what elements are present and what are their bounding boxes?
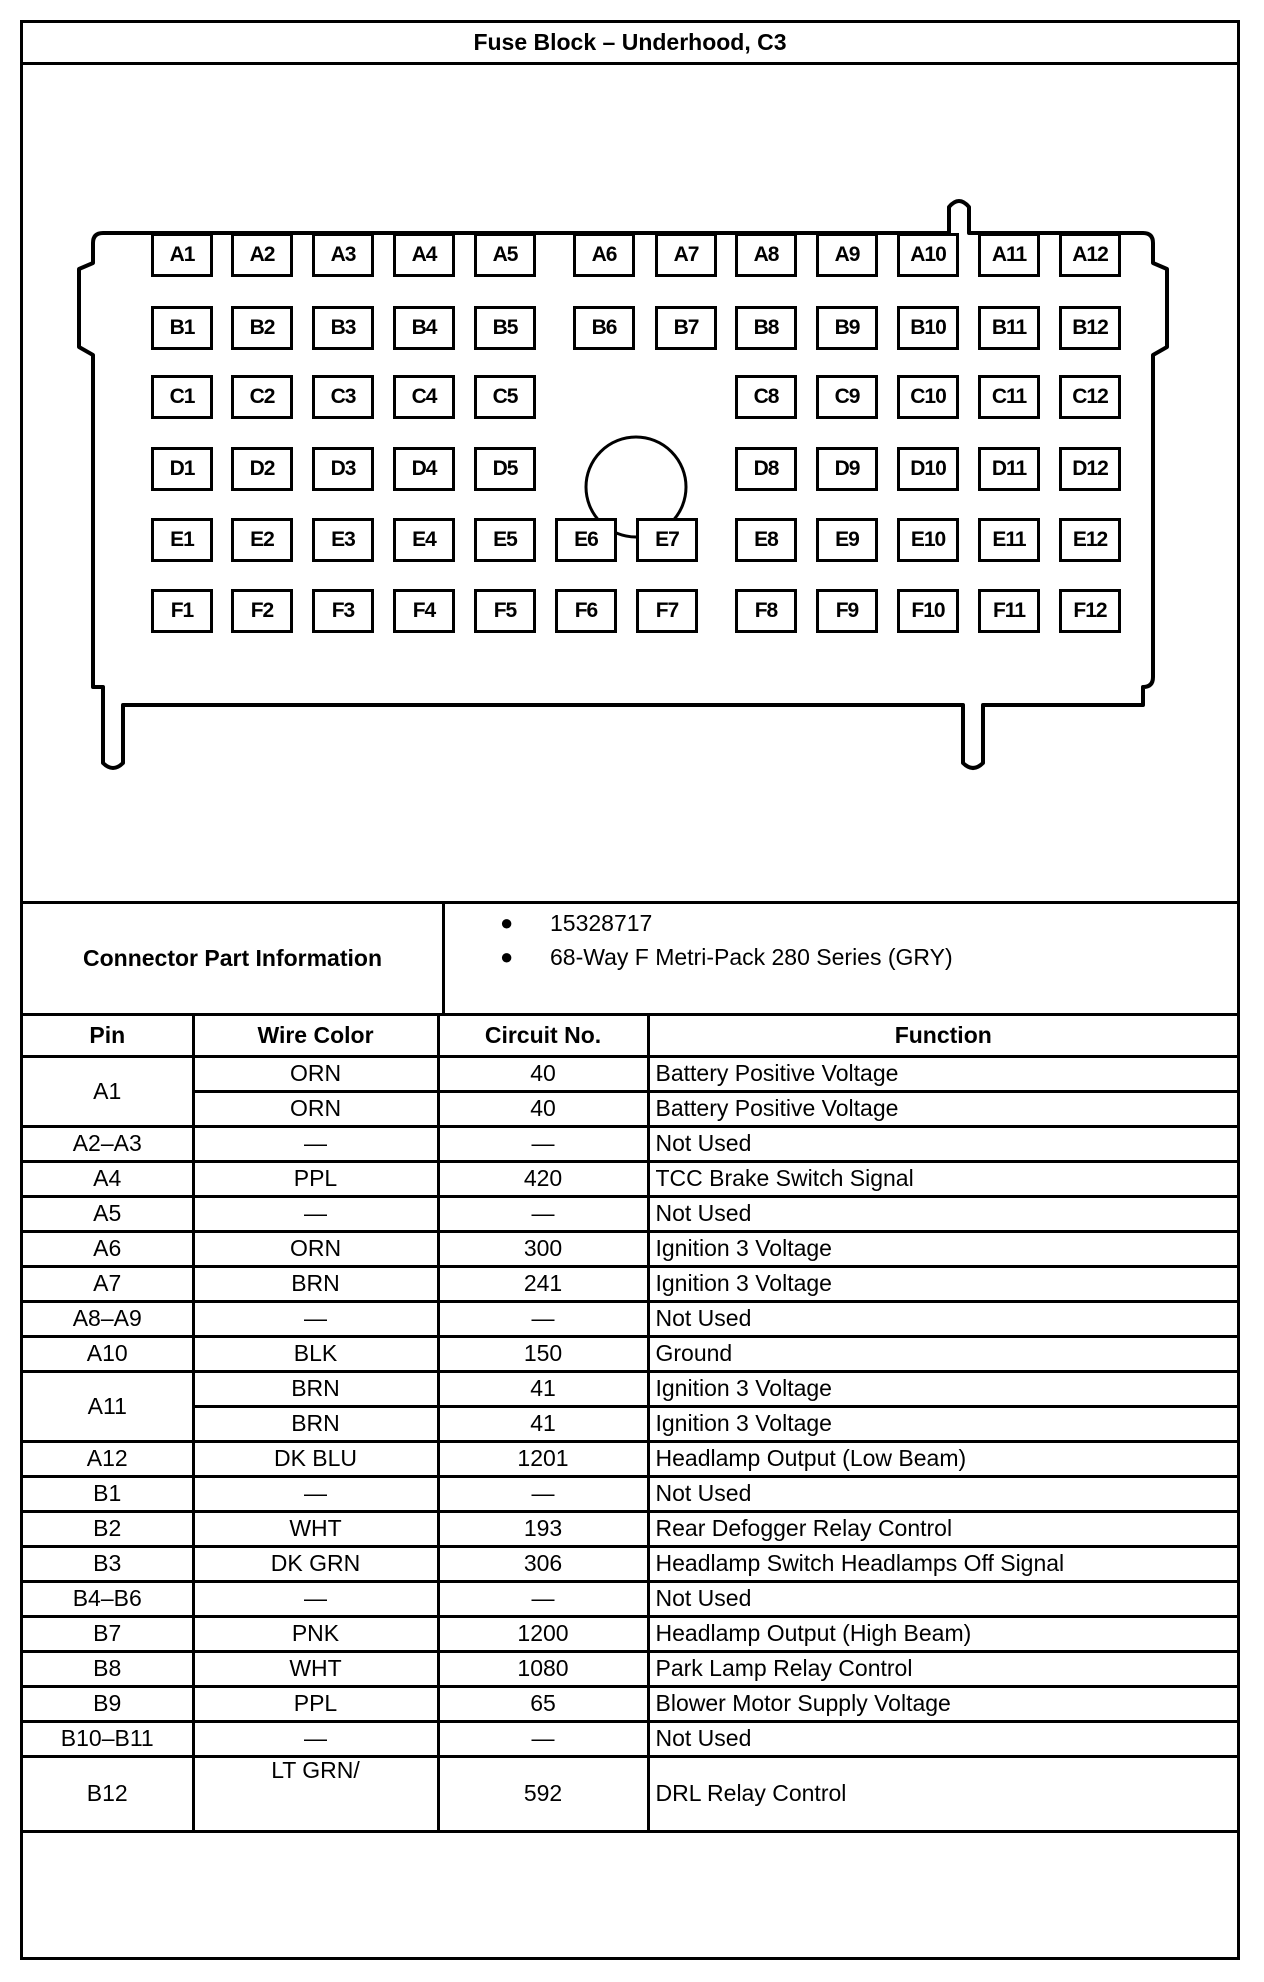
function-cell: Headlamp Switch Headlamps Off Signal — [648, 1546, 1237, 1581]
wire-color-cell: BRN — [193, 1406, 438, 1441]
pin-cavity-d1: D1 — [151, 447, 213, 491]
wire-color-cell: BRN — [193, 1371, 438, 1406]
table-row — [23, 1266, 1237, 1301]
function-cell: Ground — [648, 1336, 1237, 1371]
circuit-cell: 241 — [438, 1266, 648, 1301]
pin-cavity-f2: F2 — [231, 589, 293, 633]
pin-cavity-b2: B2 — [231, 306, 293, 350]
pin-cavity-c1: C1 — [151, 375, 213, 419]
pin-cavity-b3: B3 — [312, 306, 374, 350]
bullet-icon: ● — [500, 944, 514, 969]
pin-cavity-a3: A3 — [312, 233, 374, 277]
circuit-cell: 300 — [438, 1231, 648, 1266]
pin-cell: B4–B6 — [23, 1581, 193, 1616]
circuit-cell: 150 — [438, 1336, 648, 1371]
pin-cell: B9 — [23, 1686, 193, 1721]
function-cell: Ignition 3 Voltage — [648, 1371, 1237, 1406]
pin-cavity-b1: B1 — [151, 306, 213, 350]
wire-color-cell: DK BLU — [193, 1441, 438, 1476]
table-row — [23, 1756, 1237, 1831]
table-row — [23, 1616, 1237, 1651]
pin-cell: B3 — [23, 1546, 193, 1581]
function-cell: Not Used — [648, 1301, 1237, 1336]
pin-cell: A2–A3 — [23, 1126, 193, 1161]
circuit-cell: 41 — [438, 1371, 648, 1406]
pin-cavity-d12: D12 — [1059, 447, 1121, 491]
circuit-cell: 1080 — [438, 1651, 648, 1686]
pin-cavity-a6: A6 — [573, 233, 635, 277]
circuit-cell: 1200 — [438, 1616, 648, 1651]
bullet-icon: ● — [500, 910, 514, 935]
wire-color-cell: — — [193, 1301, 438, 1336]
pin-cavity-f6: F6 — [555, 589, 617, 633]
wire-color-cell: PNK — [193, 1616, 438, 1651]
pin-cavity-e4: E4 — [393, 518, 455, 562]
pin-cavity-b5: B5 — [474, 306, 536, 350]
circuit-cell: 420 — [438, 1161, 648, 1196]
wire-color-cell: — — [193, 1126, 438, 1161]
header-function: Function — [648, 1016, 1237, 1056]
wire-color-cell: — — [193, 1196, 438, 1231]
table-row — [23, 1231, 1237, 1266]
pin-cavity-f12: F12 — [1059, 589, 1121, 633]
pin-cavity-f8: F8 — [735, 589, 797, 633]
pin-cavity-e8: E8 — [735, 518, 797, 562]
wire-color-cell: WHT — [193, 1651, 438, 1686]
page-frame — [20, 20, 1240, 1960]
pin-cavity-c12: C12 — [1059, 375, 1121, 419]
pin-cavity-a7: A7 — [655, 233, 717, 277]
pin-cavity-f5: F5 — [474, 589, 536, 633]
wire-color-cell: ORN — [193, 1091, 438, 1126]
function-cell: Rear Defogger Relay Control — [648, 1511, 1237, 1546]
wire-color-cell: — — [193, 1476, 438, 1511]
pin-cavity-a2: A2 — [231, 233, 293, 277]
pin-cavity-f3: F3 — [312, 589, 374, 633]
connector-part-information — [23, 901, 1237, 1016]
table-row — [23, 1196, 1237, 1231]
pin-cavity-f4: F4 — [393, 589, 455, 633]
pin-cavity-d8: D8 — [735, 447, 797, 491]
circuit-cell: — — [438, 1581, 648, 1616]
circuit-cell: — — [438, 1301, 648, 1336]
pin-cavity-e9: E9 — [816, 518, 878, 562]
pin-cell: A10 — [23, 1336, 193, 1371]
pin-cavity-b12: B12 — [1059, 306, 1121, 350]
function-cell: Not Used — [648, 1581, 1237, 1616]
pin-cell: B10–B11 — [23, 1721, 193, 1756]
function-cell: Park Lamp Relay Control — [648, 1651, 1237, 1686]
table-row — [23, 1686, 1237, 1721]
pin-cell: B12 — [23, 1756, 193, 1831]
header-pin: Pin — [23, 1016, 193, 1056]
pin-cell: A1 — [23, 1056, 193, 1126]
header-wire-color: Wire Color — [193, 1016, 438, 1056]
pin-cavity-c11: C11 — [978, 375, 1040, 419]
circuit-cell: 41 — [438, 1406, 648, 1441]
pin-cavity-b6: B6 — [573, 306, 635, 350]
pin-table — [23, 1016, 1237, 1833]
pin-cell: B8 — [23, 1651, 193, 1686]
circuit-cell: — — [438, 1476, 648, 1511]
pin-cavity-c10: C10 — [897, 375, 959, 419]
table-row — [23, 1161, 1237, 1196]
pin-cavity-a11: A11 — [978, 233, 1040, 277]
pin-cavity-d11: D11 — [978, 447, 1040, 491]
circuit-cell: 1201 — [438, 1441, 648, 1476]
pin-cavity-e2: E2 — [231, 518, 293, 562]
function-cell: Ignition 3 Voltage — [648, 1266, 1237, 1301]
table-row — [23, 1056, 1237, 1091]
pin-cavity-c2: C2 — [231, 375, 293, 419]
pin-cell: B7 — [23, 1616, 193, 1651]
function-cell: Not Used — [648, 1196, 1237, 1231]
wire-color-cell: BLK — [193, 1336, 438, 1371]
table-row — [23, 1301, 1237, 1336]
circuit-cell: 40 — [438, 1056, 648, 1091]
circuit-cell: 592 — [438, 1756, 648, 1831]
pin-cavity-c8: C8 — [735, 375, 797, 419]
wire-color-cell: WHT — [193, 1511, 438, 1546]
pin-cavity-e10: E10 — [897, 518, 959, 562]
pin-cavity-b8: B8 — [735, 306, 797, 350]
pin-cell: A4 — [23, 1161, 193, 1196]
table-row — [23, 1476, 1237, 1511]
pin-cavity-d9: D9 — [816, 447, 878, 491]
pin-cavity-c4: C4 — [393, 375, 455, 419]
pin-cavity-e7: E7 — [636, 518, 698, 562]
page-title: Fuse Block – Underhood, C3 — [23, 23, 1237, 65]
table-row — [23, 1091, 1237, 1126]
pin-cavity-d2: D2 — [231, 447, 293, 491]
pin-cell: B1 — [23, 1476, 193, 1511]
circuit-cell: 40 — [438, 1091, 648, 1126]
connector-info-list: ● 15328717 ● 68-Way F Metri-Pack 280 Series (GRY) — [500, 910, 953, 970]
pin-cavity-e6: E6 — [555, 518, 617, 562]
wire-color-cell: — — [193, 1581, 438, 1616]
pin-cavity-e12: E12 — [1059, 518, 1121, 562]
table-row — [23, 1406, 1237, 1441]
circuit-cell: — — [438, 1721, 648, 1756]
pin-cavity-f7: F7 — [636, 589, 698, 633]
header-circuit: Circuit No. — [438, 1016, 648, 1056]
wire-color-cell: ORN — [193, 1231, 438, 1266]
pin-cell: A11 — [23, 1371, 193, 1441]
wire-color-cell: DK GRN — [193, 1546, 438, 1581]
function-cell: Headlamp Output (High Beam) — [648, 1616, 1237, 1651]
pin-cell: A12 — [23, 1441, 193, 1476]
table-row — [23, 1721, 1237, 1756]
pin-cavity-e1: E1 — [151, 518, 213, 562]
table-row — [23, 1581, 1237, 1616]
pin-cavity-b10: B10 — [897, 306, 959, 350]
wire-color-cell: ORN — [193, 1056, 438, 1091]
function-cell: Battery Positive Voltage — [648, 1091, 1237, 1126]
connector-diagram — [23, 65, 1237, 901]
pin-cell: A7 — [23, 1266, 193, 1301]
circuit-cell: 65 — [438, 1686, 648, 1721]
pin-cavity-c9: C9 — [816, 375, 878, 419]
function-cell: Battery Positive Voltage — [648, 1056, 1237, 1091]
pin-cavity-e5: E5 — [474, 518, 536, 562]
pin-cell: A8–A9 — [23, 1301, 193, 1336]
pin-cavity-a4: A4 — [393, 233, 455, 277]
function-cell: DRL Relay Control — [648, 1756, 1237, 1831]
pin-cavity-a9: A9 — [816, 233, 878, 277]
pin-cavity-b4: B4 — [393, 306, 455, 350]
table-row — [23, 1441, 1237, 1476]
table-row — [23, 1651, 1237, 1686]
table-header-row — [23, 1016, 1237, 1056]
pin-cavity-f10: F10 — [897, 589, 959, 633]
pin-cavity-d3: D3 — [312, 447, 374, 491]
pin-cavity-f9: F9 — [816, 589, 878, 633]
function-cell: Not Used — [648, 1126, 1237, 1161]
pin-cavity-c3: C3 — [312, 375, 374, 419]
pin-cavity-d5: D5 — [474, 447, 536, 491]
function-cell: Not Used — [648, 1721, 1237, 1756]
table-row — [23, 1511, 1237, 1546]
pin-cavity-b7: B7 — [655, 306, 717, 350]
table-row — [23, 1546, 1237, 1581]
pin-cavity-a10: A10 — [897, 233, 959, 277]
pin-cavity-b11: B11 — [978, 306, 1040, 350]
circuit-cell: 306 — [438, 1546, 648, 1581]
pin-cavity-a1: A1 — [151, 233, 213, 277]
pin-cavity-e3: E3 — [312, 518, 374, 562]
circuit-cell: 193 — [438, 1511, 648, 1546]
pin-cavity-f1: F1 — [151, 589, 213, 633]
pin-cavity-c5: C5 — [474, 375, 536, 419]
pin-cavity-d4: D4 — [393, 447, 455, 491]
function-cell: Headlamp Output (Low Beam) — [648, 1441, 1237, 1476]
wire-color-cell: — — [193, 1721, 438, 1756]
table-row — [23, 1336, 1237, 1371]
function-cell: Ignition 3 Voltage — [648, 1406, 1237, 1441]
function-cell: TCC Brake Switch Signal — [648, 1161, 1237, 1196]
pin-cavity-a12: A12 — [1059, 233, 1121, 277]
pin-cavity-e11: E11 — [978, 518, 1040, 562]
pin-cavity-a5: A5 — [474, 233, 536, 277]
pin-cavity-f11: F11 — [978, 589, 1040, 633]
function-cell: Blower Motor Supply Voltage — [648, 1686, 1237, 1721]
pin-cavity-a8: A8 — [735, 233, 797, 277]
circuit-cell: — — [438, 1126, 648, 1161]
pin-cell: A5 — [23, 1196, 193, 1231]
circuit-cell: — — [438, 1196, 648, 1231]
table-row — [23, 1371, 1237, 1406]
function-cell: Ignition 3 Voltage — [648, 1231, 1237, 1266]
connector-info-label: Connector Part Information — [23, 904, 445, 1013]
pin-cell: B2 — [23, 1511, 193, 1546]
pin-cavity-d10: D10 — [897, 447, 959, 491]
wire-color-cell: PPL — [193, 1161, 438, 1196]
function-cell: Not Used — [648, 1476, 1237, 1511]
wire-color-cell: PPL — [193, 1686, 438, 1721]
pin-cell: A6 — [23, 1231, 193, 1266]
wire-color-cell: LT GRN/ — [193, 1756, 438, 1831]
pin-cavity-b9: B9 — [816, 306, 878, 350]
wire-color-cell: BRN — [193, 1266, 438, 1301]
table-row — [23, 1126, 1237, 1161]
